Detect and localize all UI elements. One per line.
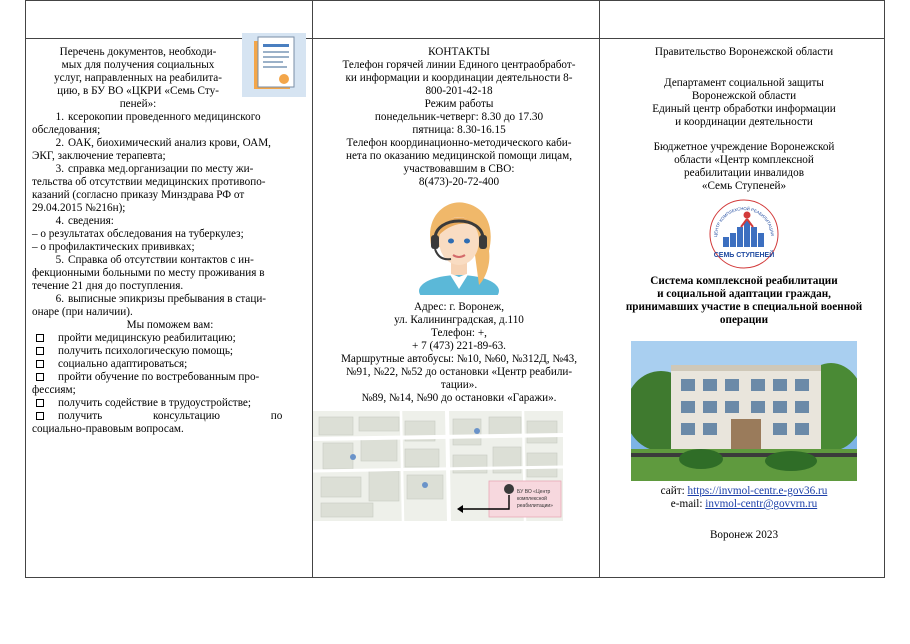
phone-line: Телефон: +, (431, 327, 487, 339)
item-text: справка мед.организации по месту жи- (68, 163, 254, 175)
help-item (32, 397, 308, 410)
item-number: 1. (55, 111, 64, 123)
item-number: 4. (55, 215, 64, 227)
email-line (606, 498, 882, 511)
checkbox-icon (36, 373, 44, 381)
site-link[interactable]: https://invmol-centr.e-gov36.ru (687, 485, 828, 497)
logo-arc-path: ЦЕНТР КОМПЛЕКСНОЙ РЕАБИЛИТАЦИИ (712, 205, 776, 238)
sub-item: – о профилактических прививках; (32, 241, 195, 253)
help-item (32, 358, 308, 371)
department-line: Воронежской области (691, 90, 797, 102)
column-divider-2 (599, 1, 600, 577)
item-number: 6. (55, 293, 64, 305)
item-text: фекционными больными по месту проживания в (32, 267, 265, 279)
item-text: ксерокопии проведенного медицинского (68, 111, 261, 123)
address-line: ул. Калининградская, д.110 (394, 314, 524, 326)
seven-steps-logo (707, 197, 781, 271)
headline-line: принимавших участие в специальной военной (625, 301, 863, 313)
checkbox-icon (36, 360, 44, 368)
list-item (32, 163, 308, 176)
help-list (32, 332, 308, 436)
item-text: Справка об отсутствии контактов с ин- (68, 254, 254, 266)
map-label: реабилитации» (517, 503, 553, 509)
top-divider (26, 38, 884, 39)
institution-line: реабилитации инвалидов (684, 167, 804, 179)
item-text: 29.04.2015 №216н); (32, 202, 126, 214)
item-text: сведения: (68, 215, 114, 227)
item-text: казаний (согласно приказу Минздрава РФ от (32, 189, 245, 201)
item-text: выписные эпикризы пребывания в стаци- (68, 293, 267, 305)
help-item (32, 371, 308, 384)
documents-list (32, 111, 308, 319)
contacts-line: ки информации и координации деятельности 8- (345, 72, 573, 84)
office-phone: 8(473)-20-72-400 (418, 176, 500, 188)
headline-line: Система комплексной реабилитации (650, 275, 838, 287)
email-label: e-mail: (670, 498, 706, 510)
contacts-heading: КОНТАКТЫ (428, 46, 490, 58)
checkbox-icon (36, 347, 44, 355)
contacts-line: понедельник-четверг: 8.30 до 17.30 (374, 111, 544, 123)
location-map[interactable] (313, 411, 563, 521)
list-item (32, 254, 308, 267)
bus-line: тации». (440, 379, 478, 391)
document-icon (242, 33, 306, 97)
address-line: Адрес: г. Воронеж, (413, 301, 505, 313)
institution-line: Бюджетное учреждение Воронежской (653, 141, 835, 153)
map-label: комплексной (517, 496, 547, 502)
sub-item: – о результатах обследования на туберкулез; (32, 228, 244, 240)
checkbox-icon (36, 399, 44, 407)
institution-line: области «Центр комплексной (674, 154, 814, 166)
government-name: Правительство Воронежской области (654, 46, 834, 58)
help-text: пройти медицинскую реабилитацию; (58, 332, 236, 344)
contacts-line: Режим работы (424, 98, 494, 110)
item-text: тельства об отсутствии медицинских противопо- (32, 176, 266, 188)
title-line: услуг, направленных на реабилита- (54, 72, 222, 84)
contacts-line: Телефон координационно-методического каби- (346, 137, 572, 149)
item-text: онаре (при наличии). (32, 306, 133, 318)
list-item (32, 215, 308, 228)
site-line (606, 485, 882, 498)
department-line: Единый центр обработки информации (652, 103, 836, 115)
contacts-line: пятница: 8.30-16.15 (412, 124, 506, 136)
map-label: БУ ВО «Центр (517, 489, 551, 495)
phone-line: + 7 (473) 221-89-63. (412, 340, 506, 352)
list-item (32, 293, 308, 306)
institution-line: «Семь Ступеней» (701, 180, 787, 192)
help-text: получить содействие в трудоустройстве; (58, 397, 251, 409)
checkbox-icon (36, 412, 44, 420)
organization-column (606, 46, 882, 542)
checkbox-icon (36, 334, 44, 342)
bus-line: №89, №14, №90 до остановки «Гаражи». (361, 392, 557, 404)
contacts-line: Телефон горячей линии Единого центраобработ- (342, 59, 576, 71)
headline-line: и социальной адаптации граждан, (657, 288, 831, 300)
documents-title (38, 46, 238, 111)
department-line: Департамент социальной защиты (664, 77, 824, 89)
contacts-line: участвовавшим в СВО: (403, 163, 515, 175)
help-text: пройти обучение по востребованным про- (58, 371, 260, 383)
help-text: социально-правовым вопросам. (32, 423, 184, 435)
title-line: Перечень документов, необходи- (59, 46, 217, 58)
help-text: получить психологическую помощь; (58, 345, 234, 357)
help-text: фессиям; (32, 384, 76, 396)
item-number: 2. (55, 137, 64, 149)
list-item (32, 137, 308, 150)
title-line: цию, в БУ ВО «ЦКРИ «Семь Сту- (57, 85, 219, 97)
headline-line: операции (719, 314, 769, 326)
hotline-phone: 800-201-42-18 (425, 85, 493, 97)
item-text: ОАК, биохимический анализ крови, ОАМ, (68, 137, 271, 149)
documents-column (32, 46, 308, 436)
operator-avatar-icon (409, 195, 509, 295)
help-item (32, 332, 308, 345)
contacts-line: нета по оказанию медицинской помощи лицам, (345, 150, 573, 162)
contacts-column (319, 46, 599, 521)
brochure-sheet (25, 0, 885, 578)
item-number: 5. (55, 254, 64, 266)
help-item (32, 345, 308, 358)
headline (606, 275, 882, 327)
site-label: сайт: (660, 485, 688, 497)
help-text: получить консультацию по (58, 410, 283, 422)
item-number: 3. (55, 163, 64, 175)
title-line: пеней»: (119, 98, 157, 110)
bus-line: №91, №22, №52 до остановки «Центр реабили- (345, 366, 573, 378)
help-item (32, 410, 308, 423)
footer-city-year: Воронеж 2023 (709, 529, 779, 541)
logo-text: СЕМЬ СТУПЕНЕЙ (713, 252, 775, 259)
item-text: течение 21 дня до поступления. (32, 280, 184, 292)
item-text: ЭКГ, заключение терапевта; (32, 150, 166, 162)
help-text: социально адаптироваться; (58, 358, 188, 370)
department-line: и координации деятельности (675, 116, 813, 128)
title-line: мых для получения социальных (61, 59, 215, 71)
item-text: обследования; (32, 124, 101, 136)
building-photo (631, 341, 857, 481)
email-link[interactable]: invmol-centr@govvrn.ru (705, 498, 818, 510)
help-title: Мы поможем вам: (126, 319, 214, 331)
bus-line: Маршрутные автобусы: №10, №60, №312Д, №43, (340, 353, 578, 365)
list-item (32, 111, 308, 124)
